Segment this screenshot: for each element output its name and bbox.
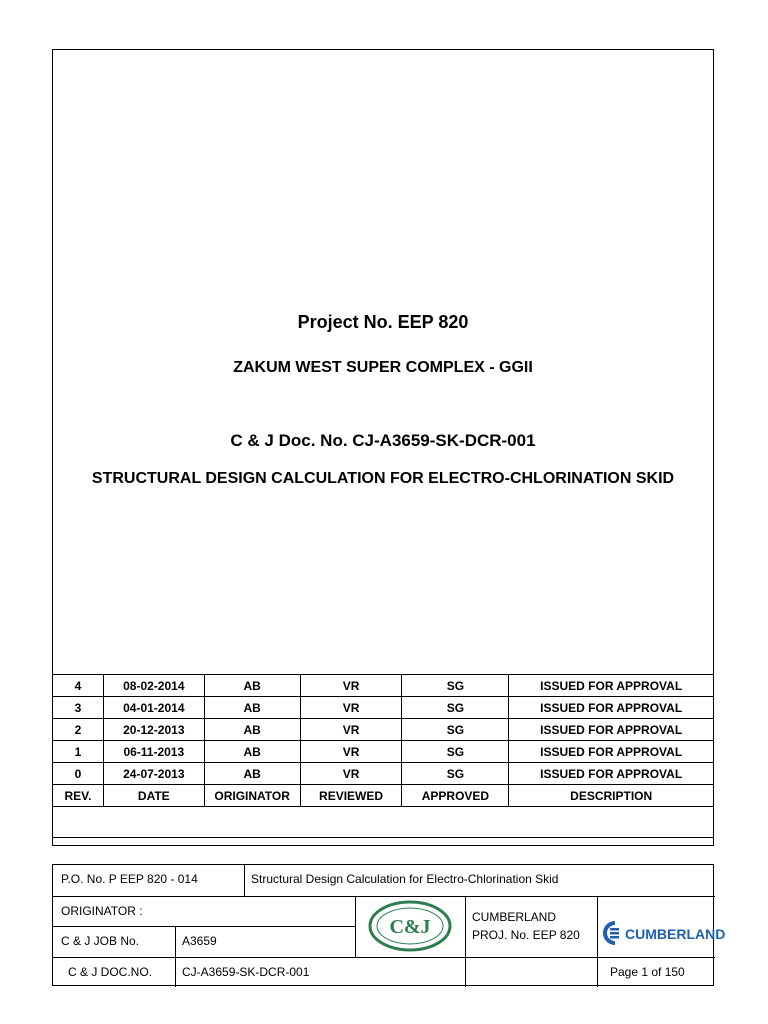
approved-cell: SG [402,763,509,785]
svg-text:C&J: C&J [389,916,431,938]
originator-cell: AB [204,697,300,719]
job-number-value: A3659 [182,934,217,948]
originator-header: ORIGINATOR [204,785,300,807]
revision-row [53,719,714,741]
date-cell: 04-01-2014 [103,697,204,719]
rev-header: REV. [53,785,104,807]
document-number: C & J Doc. No. CJ-A3659-SK-DCR-001 [230,431,536,450]
approved-cell: SG [402,741,509,763]
reviewed-cell: VR [300,697,402,719]
approved-cell: SG [402,697,509,719]
originator-cell: AB [204,741,300,763]
cover-sheet [52,49,714,846]
project-name: ZAKUM WEST SUPER COMPLEX - GGII [233,359,533,376]
footer-doc-title: Structural Design Calculation for Electro-Chlorination Skid [251,872,559,886]
cj-logo [367,899,453,953]
revision-header-row [53,785,714,807]
svg-text:CUMBERLAND: CUMBERLAND [625,926,726,942]
date-cell: 06-11-2013 [103,741,204,763]
description-cell: ISSUED FOR APPROVAL [509,719,714,741]
originator-cell: AB [204,763,300,785]
rev-cell: 4 [53,675,104,697]
description-cell: ISSUED FOR APPROVAL [509,763,714,785]
originator-cell: AB [204,719,300,741]
revision-row [53,675,714,697]
document-title: STRUCTURAL DESIGN CALCULATION FOR ELECTRO-CHLORINATION SKID [91,470,675,487]
page-number: Page 1 of 150 [610,965,685,979]
blank-cell [53,807,714,838]
revision-row [53,741,714,763]
blank-row [53,807,714,838]
job-number-label: C & J JOB No. [61,934,140,948]
reviewed-cell: VR [300,719,402,741]
cumberland-logo [601,919,726,947]
revision-row [53,763,714,785]
date-header: DATE [103,785,204,807]
date-cell: 24-07-2013 [103,763,204,785]
revision-table [52,674,714,838]
reviewed-cell: VR [300,763,402,785]
client-name: CUMBERLAND [472,910,557,924]
revision-row [53,697,714,719]
project-number: Project No. EEP 820 [297,312,469,332]
title-block [52,864,726,986]
originator-label: ORIGINATOR : [61,904,143,918]
originator-cell: AB [204,675,300,697]
client-project-number: PROJ. No. EEP 820 [472,928,580,942]
reviewed-cell: VR [300,741,402,763]
description-cell: ISSUED FOR APPROVAL [509,697,714,719]
rev-cell: 3 [53,697,104,719]
rev-cell: 0 [53,763,104,785]
approved-cell: SG [402,675,509,697]
po-number: P.O. No. P EEP 820 - 014 [61,872,198,886]
rev-cell: 1 [53,741,104,763]
description-header: DESCRIPTION [509,785,714,807]
approved-cell: SG [402,719,509,741]
reviewed-cell: VR [300,675,402,697]
doc-number-value: CJ-A3659-SK-DCR-001 [182,965,310,979]
date-cell: 08-02-2014 [103,675,204,697]
date-cell: 20-12-2013 [103,719,204,741]
rev-cell: 2 [53,719,104,741]
approved-header: APPROVED [402,785,509,807]
doc-number-label: C & J DOC.NO. [68,965,153,979]
description-cell: ISSUED FOR APPROVAL [509,741,714,763]
description-cell: ISSUED FOR APPROVAL [509,675,714,697]
reviewed-header: REVIEWED [300,785,402,807]
